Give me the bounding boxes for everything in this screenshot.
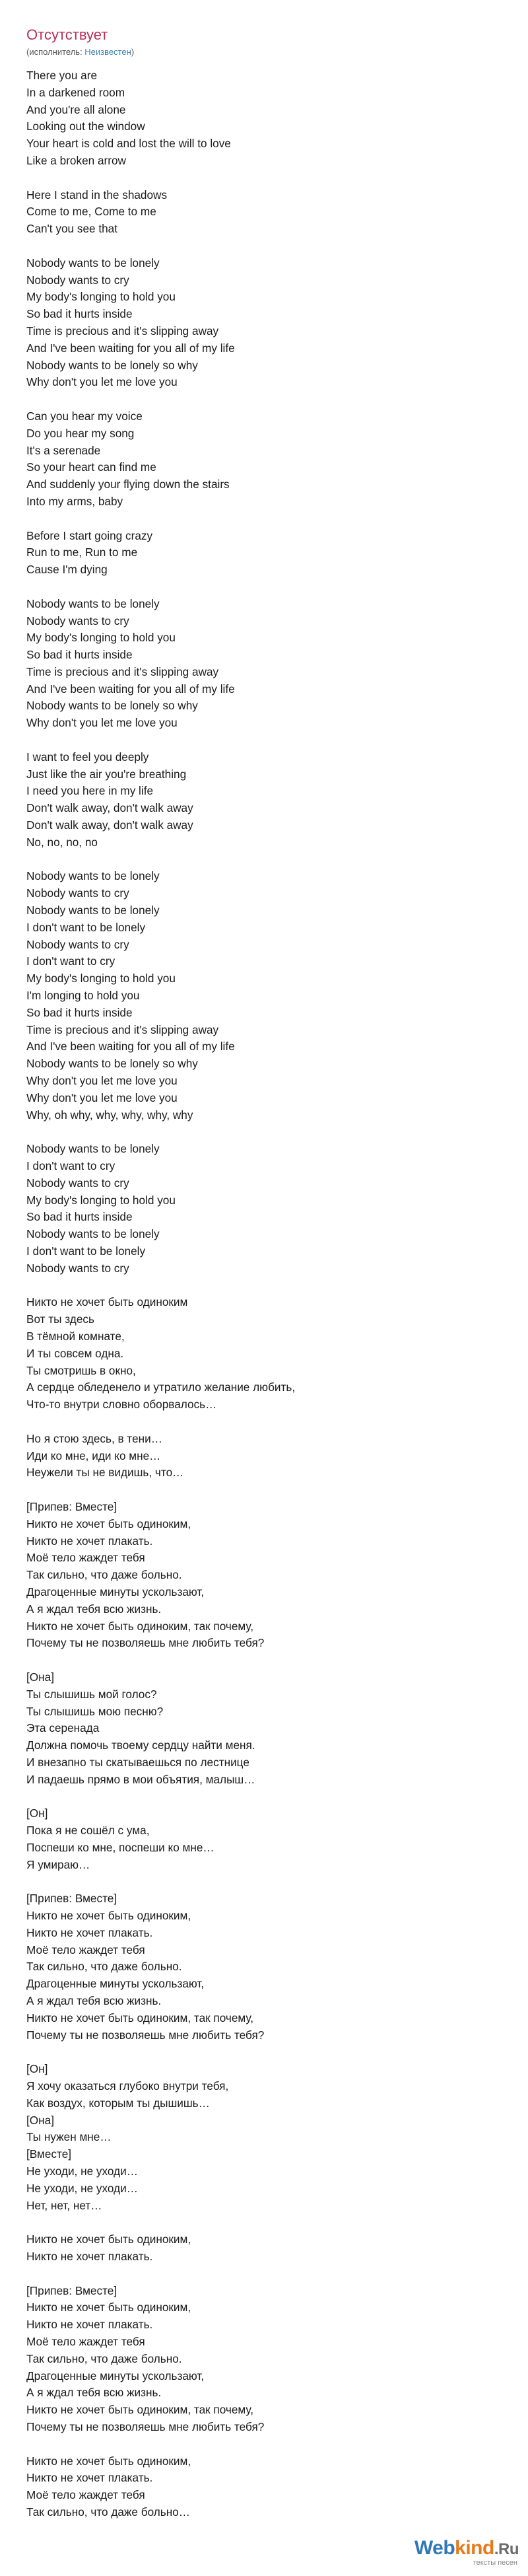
lyric-line: Why don't you let me love you bbox=[26, 375, 178, 389]
lyric-line: [Припев: Вместе] bbox=[26, 1892, 117, 1906]
lyric-line: [Она] bbox=[26, 1670, 54, 1684]
stanza-break bbox=[26, 2266, 502, 2283]
lyric-line: Why, oh why, why, why, why, why bbox=[26, 1108, 193, 1122]
lyric-line: Why don't you let me love you bbox=[26, 1091, 178, 1104]
lyric-line: Не уходи, не уходи… bbox=[26, 2181, 138, 2195]
stanza-break bbox=[26, 1873, 502, 1890]
lyric-line: Никто не хочет быть одиноким bbox=[26, 1295, 188, 1309]
lyric-line: Nobody wants to be lonely so why bbox=[26, 358, 198, 372]
lyric-line: So your heart can find me bbox=[26, 460, 156, 474]
stanza-break bbox=[26, 1652, 502, 1669]
stanza-break bbox=[26, 579, 502, 596]
lyric-line: Никто не хочет быть одиноким, bbox=[26, 2301, 191, 2314]
lyric-line: Nobody wants to cry bbox=[26, 614, 129, 627]
lyric-line: Nobody wants to cry bbox=[26, 886, 129, 900]
lyric-line: Никто не хочет быть одиноким, так почему, bbox=[26, 2011, 254, 2024]
stanza-break bbox=[26, 1277, 502, 1295]
lyric-line: И падаешь прямо в мои объятия, малыш… bbox=[26, 1772, 255, 1786]
lyric-line: Почему ты не позволяешь мне любить тебя? bbox=[26, 2419, 265, 2433]
lyric-line: I'm longing to hold you bbox=[26, 989, 140, 1003]
lyric-line: Как воздух, которым ты дышишь… bbox=[26, 2096, 210, 2110]
lyric-line: Nobody wants to cry bbox=[26, 937, 129, 951]
logo-kind-text: kind bbox=[455, 2537, 494, 2559]
lyric-line: My body's longing to hold you bbox=[26, 290, 176, 304]
logo-wordmark bbox=[413, 2538, 519, 2560]
lyric-line: Nobody wants to be lonely bbox=[26, 596, 160, 610]
stanza-break bbox=[26, 2044, 502, 2061]
lyric-line: Никто не хочет быть одиноким, так почему, bbox=[26, 2403, 254, 2417]
lyric-line: Никто не хочет быть одиноким, bbox=[26, 1517, 191, 1530]
lyric-line: [Припев: Вместе] bbox=[26, 2283, 117, 2297]
lyric-line: [Вместе] bbox=[26, 2147, 72, 2161]
lyric-line: Никто не хочет быть одиноким, bbox=[26, 2233, 191, 2246]
lyric-line: Time is precious and it's slipping away bbox=[26, 1022, 219, 1036]
lyric-line: Никто не хочет быть одиноким, bbox=[26, 2454, 191, 2468]
lyric-line: Никто не хочет быть одиноким, bbox=[26, 1909, 191, 1923]
lyric-line: Nobody wants to be lonely bbox=[26, 869, 160, 883]
lyric-line: Неужели ты не видишь, что… bbox=[26, 1466, 184, 1480]
lyric-line: No, no, no, no bbox=[26, 835, 98, 849]
lyric-line: Иди ко мне, иди ко мне… bbox=[26, 1449, 161, 1462]
lyric-line: Why don't you let me love you bbox=[26, 716, 178, 730]
lyric-line: Nobody wants to be lonely so why bbox=[26, 699, 198, 713]
lyric-line: [Он] bbox=[26, 1807, 48, 1820]
lyric-line: And you're all alone bbox=[26, 102, 126, 116]
lyric-line: Никто не хочет плакать. bbox=[26, 2471, 153, 2485]
lyric-line: [Она] bbox=[26, 2113, 54, 2127]
lyric-line: Моё тело жаждет тебя bbox=[26, 2488, 145, 2502]
lyric-line: Here I stand in the shadows bbox=[26, 188, 168, 201]
lyric-line: Run to me, Run to me bbox=[26, 546, 138, 559]
site-logo[interactable] bbox=[413, 2538, 519, 2567]
lyric-line: Nobody wants to be lonely bbox=[26, 256, 160, 269]
lyric-line: Никто не хочет плакать. bbox=[26, 1534, 153, 1548]
lyric-line: Can't you see that bbox=[26, 222, 118, 236]
lyric-line: Nobody wants to cry bbox=[26, 1176, 129, 1190]
lyrics-body bbox=[26, 67, 502, 2521]
lyric-line: Nobody wants to be lonely bbox=[26, 1227, 160, 1241]
artist-line bbox=[26, 46, 502, 58]
lyric-line: Почему ты не позволяешь мне любить тебя? bbox=[26, 1636, 265, 1650]
stanza-break bbox=[26, 511, 502, 528]
lyric-line: Nobody wants to be lonely bbox=[26, 1142, 160, 1156]
lyric-line: Никто не хочет плакать. bbox=[26, 2250, 153, 2263]
stanza-break bbox=[26, 2214, 502, 2231]
lyric-line: Time is precious and it's slipping away bbox=[26, 664, 219, 678]
lyric-line: Так сильно, что даже больно. bbox=[26, 1568, 182, 1582]
lyric-line: Драгоценные минуты ускользают, bbox=[26, 1585, 205, 1598]
lyric-line: Драгоценные минуты ускользают, bbox=[26, 1977, 205, 1991]
lyric-line: Ты смотришь в окно, bbox=[26, 1363, 136, 1377]
lyric-line: Никто не хочет быть одиноким, так почему, bbox=[26, 1619, 254, 1633]
lyric-line: My body's longing to hold you bbox=[26, 631, 176, 645]
lyric-line: I don't want to be lonely bbox=[26, 920, 146, 934]
stanza-break bbox=[26, 2436, 502, 2453]
lyric-line: I don't want to cry bbox=[26, 954, 116, 968]
lyric-line: And I've been waiting for you all of my life bbox=[26, 1040, 235, 1054]
logo-ru-text: .Ru bbox=[494, 2540, 519, 2558]
lyric-line: Ты нужен мне… bbox=[26, 2130, 112, 2144]
stanza-break bbox=[26, 170, 502, 187]
stanza-break bbox=[26, 851, 502, 869]
song-header bbox=[26, 25, 502, 58]
lyric-line: Должна помочь твоему сердцу найти меня. bbox=[26, 1738, 255, 1752]
lyric-line: Эта серенада bbox=[26, 1721, 100, 1735]
lyric-line: И ты совсем одна. bbox=[26, 1346, 124, 1360]
lyric-line: Looking out the window bbox=[26, 120, 145, 133]
lyric-line: Но я стою здесь, в тени… bbox=[26, 1431, 162, 1445]
lyric-line: Ты слышишь мою песню? bbox=[26, 1704, 164, 1718]
lyric-line: Into my arms, baby bbox=[26, 494, 123, 508]
stanza-break bbox=[26, 238, 502, 255]
lyric-line: So bad it hurts inside bbox=[26, 1005, 133, 1019]
lyric-line: Драгоценные минуты ускользают, bbox=[26, 2369, 205, 2382]
lyric-line: Так сильно, что даже больно… bbox=[26, 2505, 190, 2519]
lyric-line: Никто не хочет плакать. bbox=[26, 1925, 153, 1939]
stanza-break bbox=[26, 1482, 502, 1499]
lyric-line: Моё тело жаждет тебя bbox=[26, 1551, 145, 1565]
lyric-line: Нет, нет, нет… bbox=[26, 2198, 102, 2212]
stanza-break bbox=[26, 1788, 502, 1805]
lyric-line: Никто не хочет плакать. bbox=[26, 2318, 153, 2332]
lyric-line: Like a broken arrow bbox=[26, 153, 126, 167]
lyric-line: Я умираю… bbox=[26, 1857, 90, 1871]
lyric-line: So bad it hurts inside bbox=[26, 307, 133, 321]
lyric-line: My body's longing to hold you bbox=[26, 1193, 176, 1207]
lyric-line: And I've been waiting for you all of my life bbox=[26, 682, 235, 696]
lyric-line: А сердце обледенело и утратило желание любить, bbox=[26, 1380, 296, 1394]
lyric-line: Do you hear my song bbox=[26, 426, 135, 440]
lyric-line: Before I start going crazy bbox=[26, 528, 153, 542]
lyric-line: Пока я не сошёл с ума, bbox=[26, 1824, 150, 1838]
lyric-line: Just like the air you're breathing bbox=[26, 767, 187, 781]
lyric-line: Так сильно, что даже больно. bbox=[26, 1960, 182, 1974]
lyric-line: Cause I'm dying bbox=[26, 563, 108, 577]
lyric-line: My body's longing to hold you bbox=[26, 972, 176, 985]
lyric-line: Я хочу оказаться глубоко внутри тебя, bbox=[26, 2079, 229, 2093]
lyric-line: Don't walk away, don't walk away bbox=[26, 801, 193, 815]
lyric-line: Поспеши ко мне, поспеши ко мне… bbox=[26, 1840, 214, 1854]
logo-web-text: Web bbox=[414, 2537, 455, 2559]
stanza-break bbox=[26, 1124, 502, 1141]
lyric-line: А я ждал тебя всю жизнь. bbox=[26, 1994, 162, 2008]
lyric-line: I don't want to cry bbox=[26, 1159, 116, 1172]
lyric-line: Моё тело жаждет тебя bbox=[26, 1943, 145, 1956]
artist-suffix: ) bbox=[131, 47, 135, 57]
lyric-line: Your heart is cold and lost the will to love bbox=[26, 137, 231, 151]
lyric-line: Don't walk away, don't walk away bbox=[26, 818, 193, 832]
lyric-line: In a darkened room bbox=[26, 85, 125, 99]
lyric-line: I need you here in my life bbox=[26, 784, 154, 798]
lyric-line: Так сильно, что даже больно. bbox=[26, 2351, 182, 2365]
lyric-line: Nobody wants to be lonely bbox=[26, 904, 160, 917]
logo-tagline: тексты песен bbox=[473, 2559, 517, 2567]
lyric-line: So bad it hurts inside bbox=[26, 648, 133, 662]
stanza-break bbox=[26, 391, 502, 408]
lyric-line: Time is precious and it's slipping away bbox=[26, 324, 219, 338]
lyric-line: Почему ты не позволяешь мне любить тебя? bbox=[26, 2028, 265, 2042]
lyric-line: I want to feel you deeply bbox=[26, 750, 149, 764]
lyric-line: And suddenly your flying down the stairs bbox=[26, 478, 230, 491]
lyric-line: Nobody wants to cry bbox=[26, 273, 129, 287]
lyric-line: Что-то внутри словно оборвалось… bbox=[26, 1398, 217, 1412]
lyric-line: [Припев: Вместе] bbox=[26, 1499, 117, 1513]
lyric-line: There you are bbox=[26, 69, 98, 82]
lyric-line: Come to me, Come to me bbox=[26, 205, 156, 219]
stanza-break bbox=[26, 1413, 502, 1431]
lyric-line: Моё тело жаждет тебя bbox=[26, 2334, 145, 2348]
lyric-line: И внезапно ты скатываешься по лестнице bbox=[26, 1755, 249, 1769]
stanza-break bbox=[26, 732, 502, 749]
lyric-line: And I've been waiting for you all of my life bbox=[26, 341, 235, 355]
lyric-line: Вот ты здесь bbox=[26, 1312, 94, 1326]
lyric-line: А я ждал тебя всю жизнь. bbox=[26, 1602, 162, 1616]
lyric-line: So bad it hurts inside bbox=[26, 1210, 133, 1224]
lyric-line: Nobody wants to cry bbox=[26, 1261, 129, 1275]
artist-prefix: (исполнитель: bbox=[26, 47, 85, 57]
lyric-line: Не уходи, не уходи… bbox=[26, 2165, 138, 2178]
lyric-line: Ты слышишь мой голос? bbox=[26, 1687, 157, 1701]
lyric-line: Why don't you let me love you bbox=[26, 1074, 178, 1088]
lyric-line: В тёмной комнате, bbox=[26, 1329, 125, 1343]
lyric-line: А я ждал тебя всю жизнь. bbox=[26, 2386, 162, 2400]
lyric-line: I don't want to be lonely bbox=[26, 1244, 146, 1258]
lyric-line: [Он] bbox=[26, 2062, 48, 2076]
song-title: Отсутствует bbox=[26, 26, 108, 43]
artist-link[interactable]: Неизвестен bbox=[84, 47, 131, 57]
lyric-line: Can you hear my voice bbox=[26, 409, 143, 423]
lyric-line: Nobody wants to be lonely so why bbox=[26, 1057, 198, 1071]
lyric-line: It's a serenade bbox=[26, 443, 101, 457]
